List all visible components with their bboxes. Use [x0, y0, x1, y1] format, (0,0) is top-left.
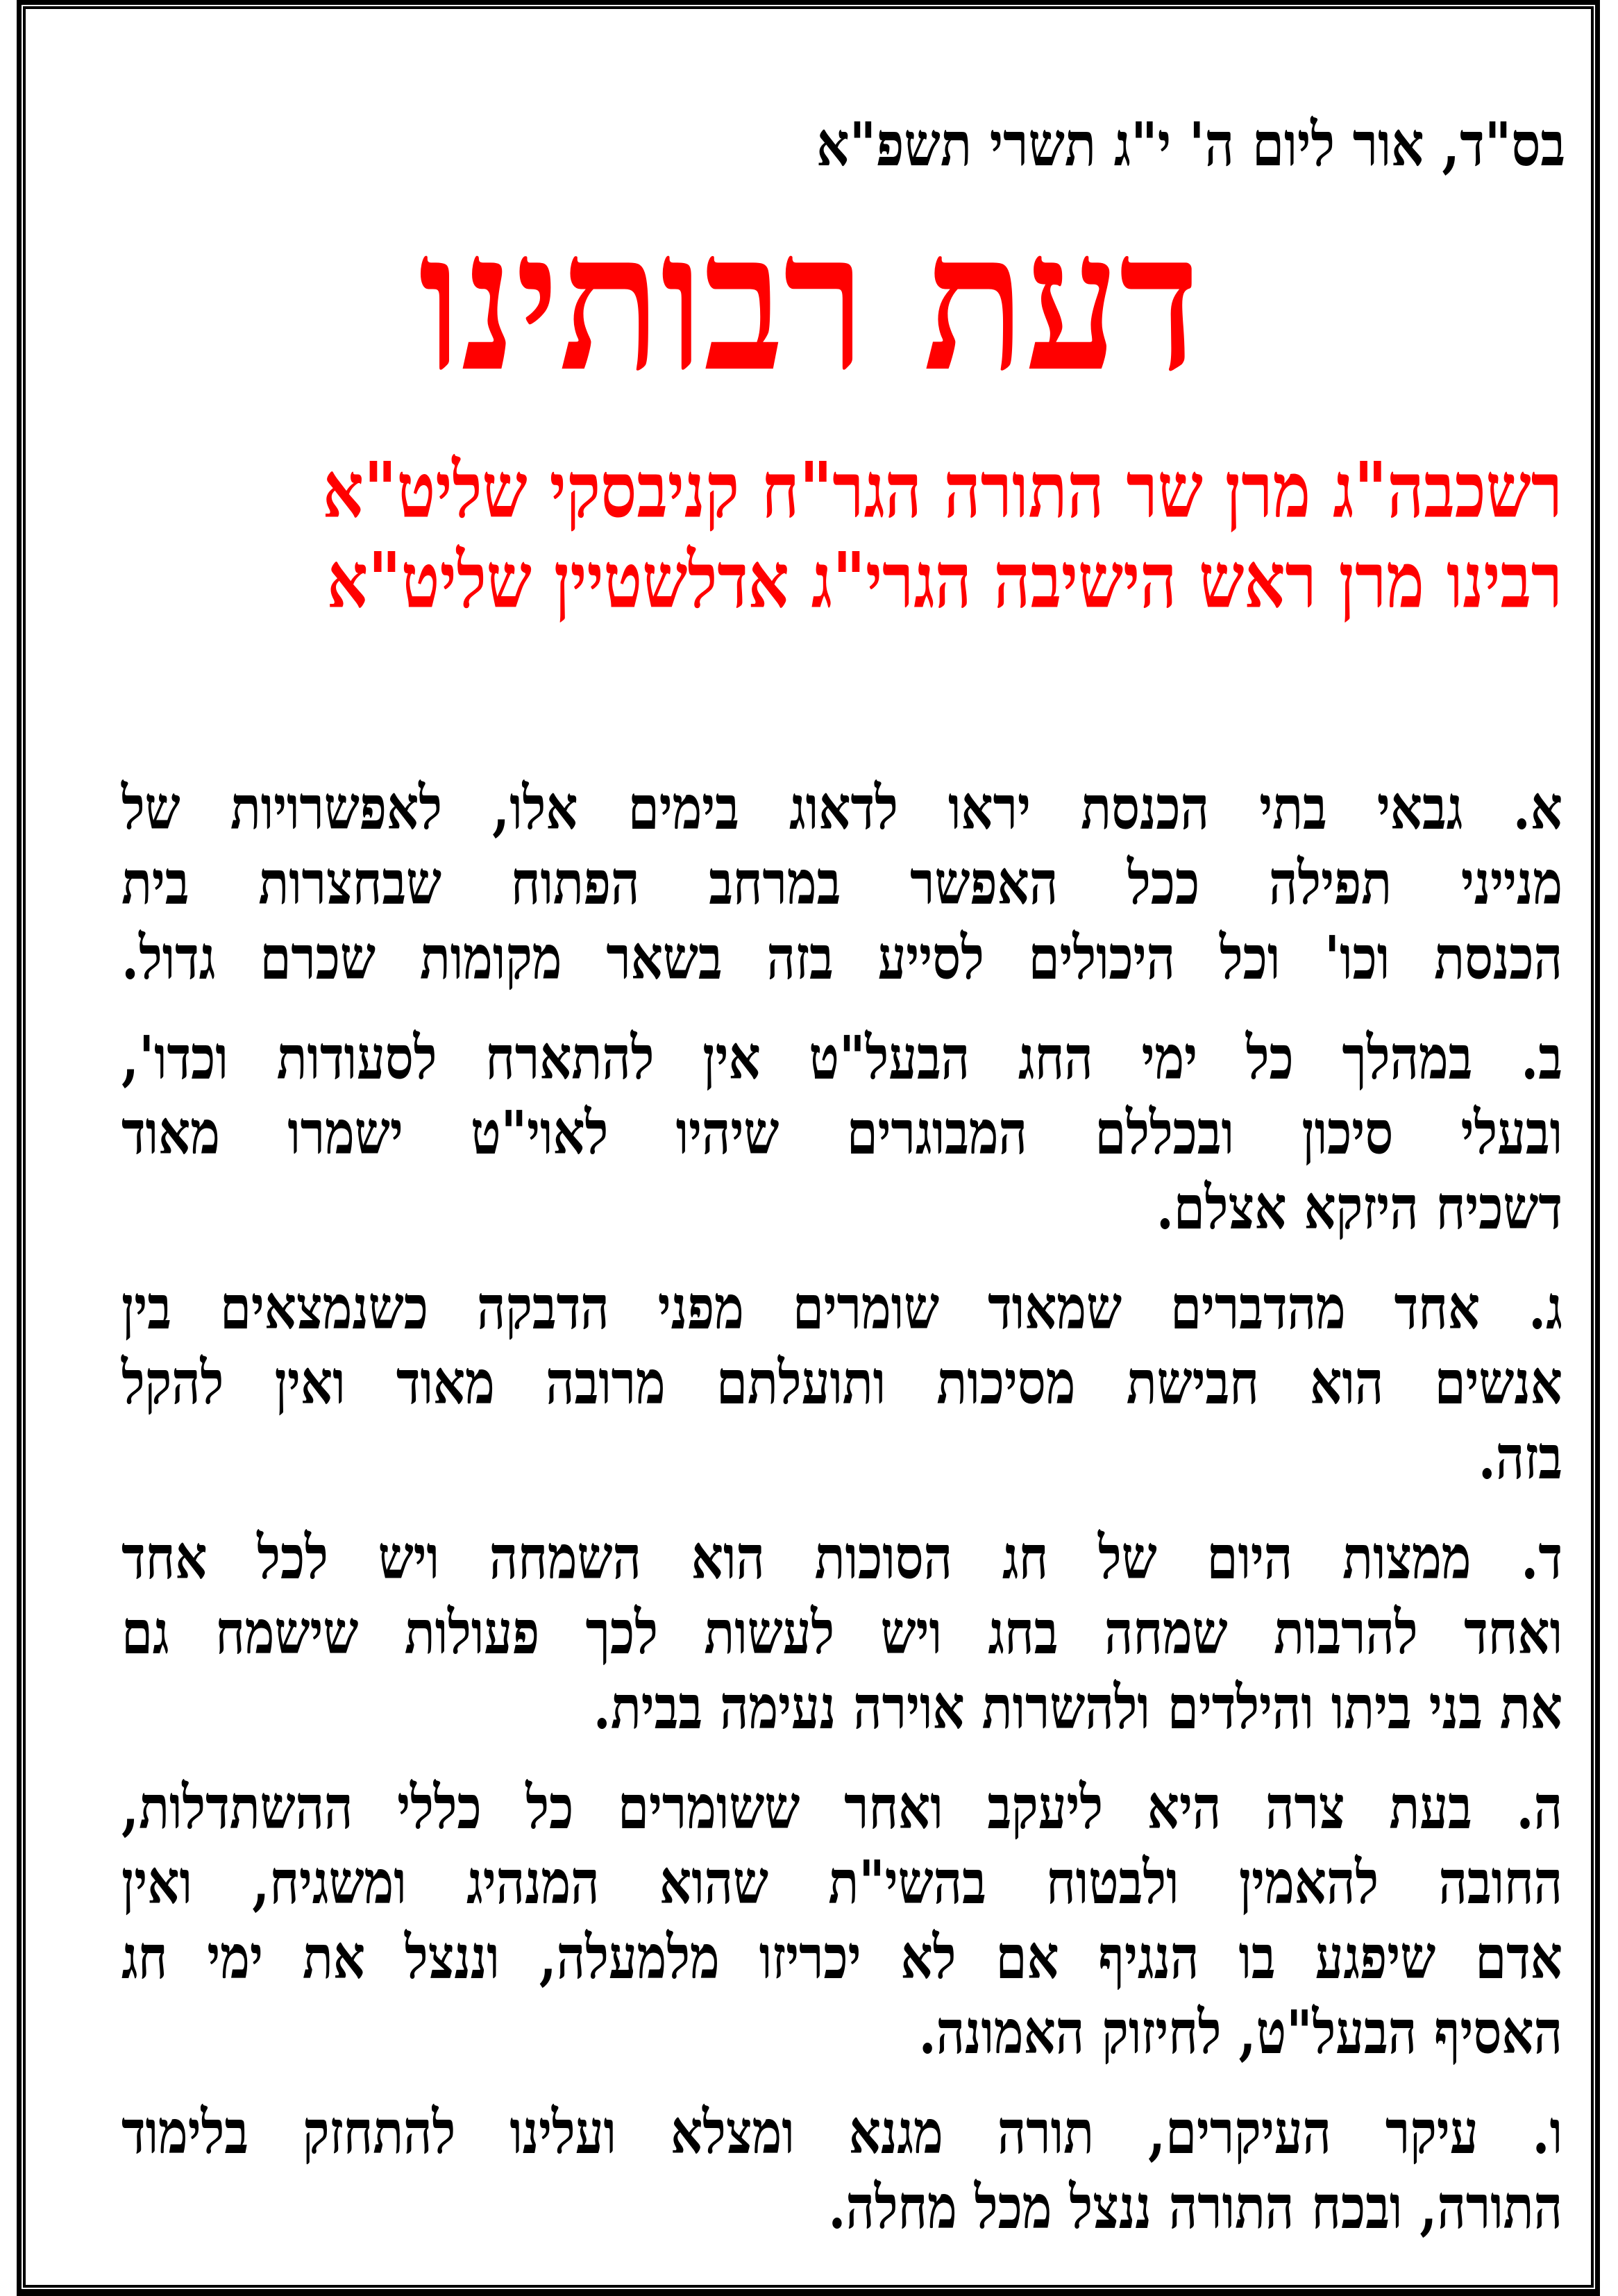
- paragraph-line: ב. במהלך כל ימי החג הבעל"ט אין להתארח לסעודות וכדו',: [121, 1022, 1562, 1093]
- dateline: בס"ד, אור ליום ה' י"ג תשרי תשפ"א: [816, 110, 1565, 180]
- paragraph-line: התורה, ובכח התורה ננצל מכל מחלה.: [828, 2171, 1562, 2243]
- paragraph-line: ג. אחד מהדברים שמאוד שומרים מפני הדבקה כשנמצאים בין: [121, 1272, 1562, 1343]
- paragraph-vav: [121, 2095, 1562, 2245]
- notice-body: [121, 770, 1562, 2270]
- paragraph-line: האסיף הבעל"ט, לחיזוק האמונה.: [918, 1996, 1562, 2068]
- main-title: דעת רבותינו: [419, 189, 1199, 414]
- paragraph-line: החובה להאמין ולבטוח בהשי"ת שהוא המנהיג ומשגיח, ואין: [121, 1846, 1562, 1918]
- paragraph-line: ו. עיקר העיקרים, תורה מגנא ומצלא ועלינו להתחזק בלימוד: [121, 2096, 1562, 2168]
- paragraph-gimel: [121, 1270, 1562, 1495]
- paragraph-line: ה. בעת צרה היא ליעקב ואחר ששומרים כל כללי ההשתדלות,: [121, 1771, 1562, 1843]
- paragraph-dalet: [121, 1520, 1562, 1745]
- paragraph-line: ד. ממצות היום של חג הסוכות הוא השמחה ויש לכל אחד: [121, 1521, 1562, 1593]
- paragraph-line: את בני ביתו והילדים ולהשרות אוירה נעימה בבית.: [593, 1671, 1562, 1743]
- subtitle-line-1: רשכבה"ג מרן שר התורה הגר"ח קניבסקי שליט"א: [322, 445, 1562, 535]
- paragraph-line: ואחד להרבות שמחה בחג ויש לעשות לכך פעולות שישמח גם: [121, 1596, 1562, 1668]
- paragraph-line: בזה.: [1478, 1421, 1562, 1493]
- paragraph-line: א. גבאי בתי הכנסת יראו לדאוג בימים אלו, לאפשרויות של: [121, 772, 1562, 843]
- paragraph-bet: [121, 1020, 1562, 1245]
- paragraph-he: [121, 1770, 1562, 2070]
- paragraph-alef: [121, 770, 1562, 995]
- paragraph-line: הכנסת וכו' וכל היכולים לסייע בזה בשאר מקומות שכרם גדול.: [121, 922, 1562, 993]
- paragraph-line: אנשים הוא חבישת מסיכות ותועלתם מרובה מאוד ואין להקל: [121, 1347, 1562, 1418]
- paragraph-line: מנייני תפילה ככל האפשר במרחב הפתוח שבחצרות בית: [121, 847, 1562, 918]
- paragraph-line: אדם שיפגע בו הנגיף אם לא יכריזו מלמעלה, וננצל את ימי חג: [121, 1921, 1562, 1993]
- paragraph-line: ובעלי סיכון ובכללם המבוגרים שיהיו לאוי"ט ישמרו מאוד: [121, 1097, 1562, 1168]
- paragraph-line: דשכיח היזקא אצלם.: [1156, 1172, 1562, 1243]
- subtitle-line-2: רבינו מרן ראש הישיבה הגרי"ג אדלשטיין שליט"א: [327, 535, 1562, 625]
